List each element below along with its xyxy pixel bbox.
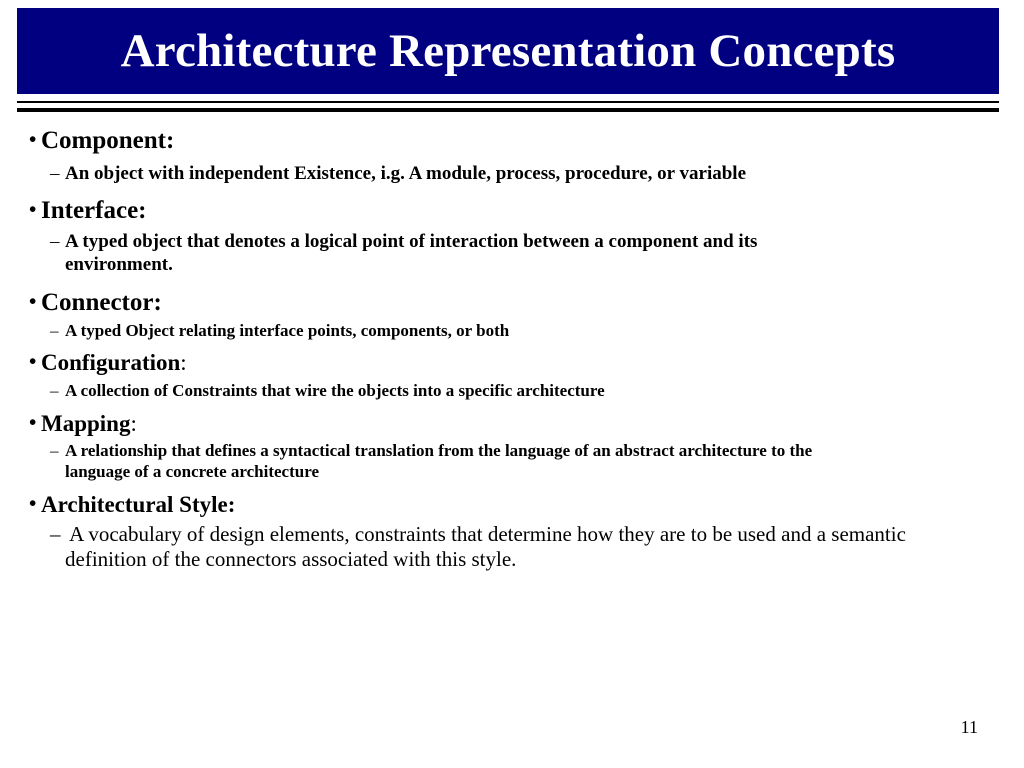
sub-connector bbox=[50, 320, 985, 341]
desc-interface-line2: environment. bbox=[65, 254, 173, 275]
bullet-configuration bbox=[29, 347, 187, 377]
term-configuration-colon: : bbox=[180, 350, 187, 375]
term-connector: Connector: bbox=[41, 289, 162, 316]
bullet-component bbox=[29, 125, 174, 155]
term-interface: Interface: bbox=[41, 197, 147, 224]
term-architectural-style: Architectural Style: bbox=[41, 492, 236, 517]
term-mapping-colon: : bbox=[130, 411, 137, 436]
bullet-glyph: • bbox=[29, 127, 37, 151]
desc-mapping-line1: A relationship that defines a syntactical translation from the language of an abstract architecture to the bbox=[65, 441, 813, 460]
page-number: 11 bbox=[960, 717, 978, 737]
desc-connector: A typed Object relating interface points, components, or both bbox=[65, 321, 510, 340]
desc-architectural-style-line2: definition of the connectors associated with this style. bbox=[65, 547, 517, 571]
slide-title: Architecture Representation Concepts bbox=[120, 25, 896, 77]
bullet-mapping bbox=[29, 408, 137, 438]
sub-component bbox=[50, 162, 985, 185]
desc-architectural-style-line1: A vocabulary of design elements, constraints that determine how they are to be used and a semantic bbox=[65, 522, 906, 546]
bullet-connector bbox=[29, 287, 162, 317]
dash-glyph: – bbox=[50, 321, 59, 340]
term-mapping: Mapping bbox=[41, 411, 131, 436]
bullet-glyph: • bbox=[29, 491, 37, 515]
bullet-glyph: • bbox=[29, 289, 37, 313]
bullet-glyph: • bbox=[29, 410, 37, 434]
bullet-architectural-style bbox=[29, 489, 235, 519]
sub-mapping bbox=[50, 440, 985, 482]
desc-configuration: A collection of Constraints that wire the objects into a specific architecture bbox=[65, 381, 605, 400]
dash-glyph: – bbox=[50, 441, 59, 460]
dash-glyph: – bbox=[50, 381, 59, 400]
term-component: Component: bbox=[41, 127, 175, 154]
desc-interface-line1: A typed object that denotes a logical point of interaction between a component and its bbox=[65, 231, 758, 252]
desc-component: An object with independent Existence, i.g. A module, process, procedure, or variable bbox=[65, 163, 747, 184]
sub-architectural-style bbox=[50, 522, 985, 572]
bullet-glyph: • bbox=[29, 349, 37, 373]
bullet-interface bbox=[29, 195, 147, 225]
sub-interface bbox=[50, 230, 985, 276]
term-configuration: Configuration bbox=[41, 350, 181, 375]
dash-glyph: – bbox=[50, 522, 61, 546]
dash-glyph: – bbox=[50, 163, 60, 184]
sub-configuration bbox=[50, 380, 985, 401]
dash-glyph: – bbox=[50, 231, 60, 252]
desc-mapping-line2: language of a concrete architecture bbox=[65, 462, 319, 481]
bullet-glyph: • bbox=[29, 197, 37, 221]
